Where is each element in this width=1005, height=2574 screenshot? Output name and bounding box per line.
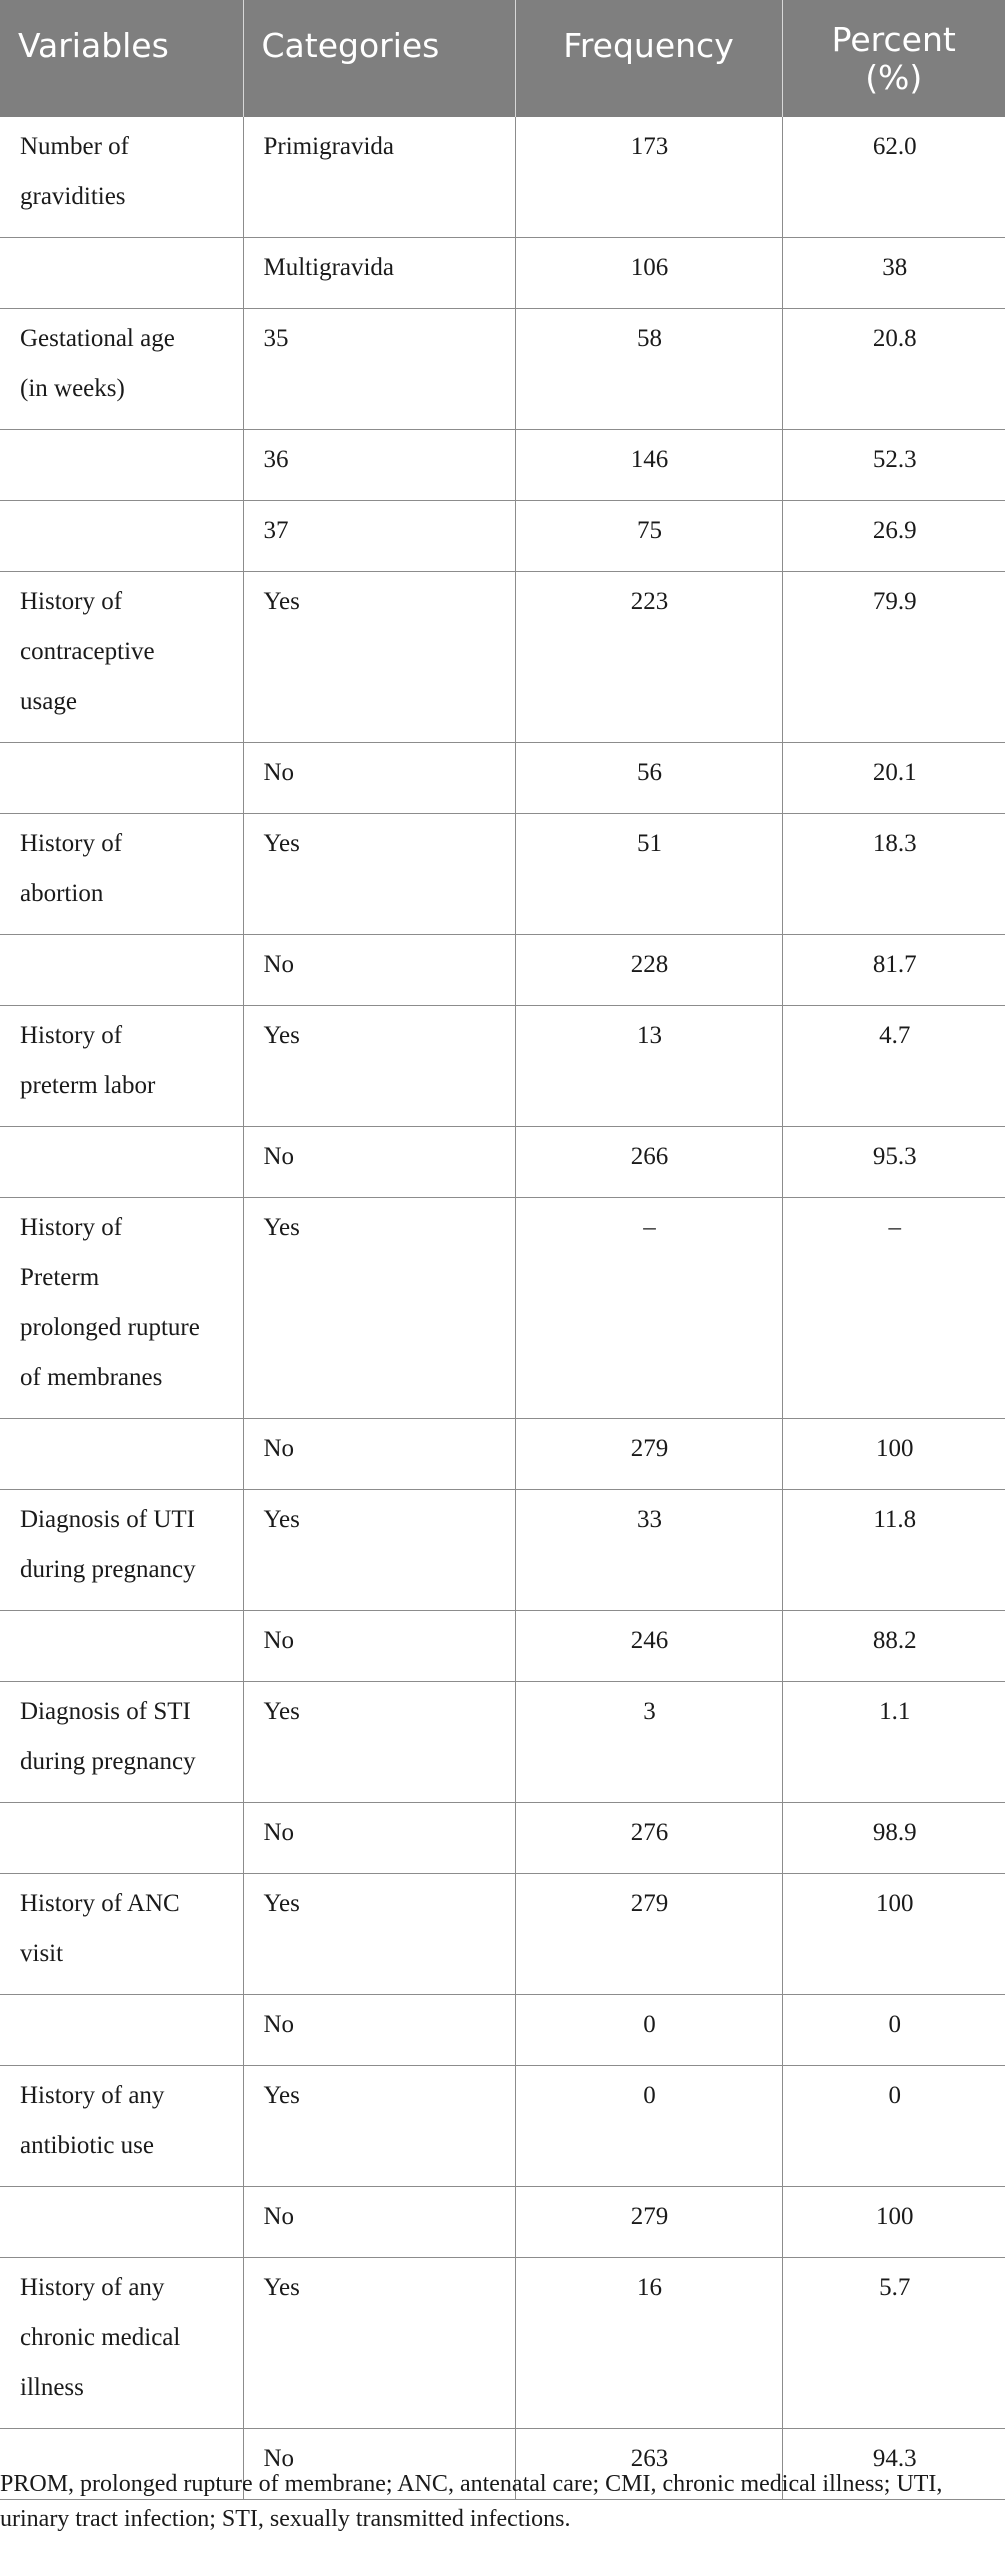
cell-percent: 38 bbox=[782, 238, 1005, 309]
table-row bbox=[0, 1995, 1005, 2066]
cell-frequency: 3 bbox=[515, 1682, 782, 1803]
cell-variable: History of ANC visit bbox=[0, 1874, 243, 1995]
header-categories: Categories bbox=[243, 0, 515, 117]
table-row bbox=[0, 238, 1005, 309]
cell-percent: – bbox=[782, 1198, 1005, 1419]
table-row bbox=[0, 1127, 1005, 1198]
cell-percent: 94.3 bbox=[782, 2429, 1005, 2500]
cell-category: No bbox=[243, 743, 515, 814]
cell-percent: 100 bbox=[782, 2187, 1005, 2258]
cell-percent: 98.9 bbox=[782, 1803, 1005, 1874]
cell-category: No bbox=[243, 1803, 515, 1874]
cell-category: Yes bbox=[243, 572, 515, 743]
cell-frequency: 16 bbox=[515, 2258, 782, 2429]
cell-category: No bbox=[243, 1611, 515, 1682]
header-percent: Percent (%) bbox=[782, 0, 1005, 117]
cell-variable bbox=[0, 1127, 243, 1198]
cell-category: No bbox=[243, 2187, 515, 2258]
header-row bbox=[0, 0, 1005, 117]
table-row bbox=[0, 743, 1005, 814]
cell-percent: 1.1 bbox=[782, 1682, 1005, 1803]
cell-percent: 95.3 bbox=[782, 1127, 1005, 1198]
cell-percent: 5.7 bbox=[782, 2258, 1005, 2429]
cell-variable bbox=[0, 501, 243, 572]
cell-frequency: 75 bbox=[515, 501, 782, 572]
table-row bbox=[0, 1419, 1005, 1490]
cell-variable: History of contraceptive usage bbox=[0, 572, 243, 743]
cell-category: Yes bbox=[243, 2066, 515, 2187]
cell-category: Primigravida bbox=[243, 117, 515, 238]
table-row bbox=[0, 814, 1005, 935]
cell-frequency: 13 bbox=[515, 1006, 782, 1127]
table-row bbox=[0, 1874, 1005, 1995]
table-row bbox=[0, 572, 1005, 743]
cell-category: Multigravida bbox=[243, 238, 515, 309]
cell-category: 37 bbox=[243, 501, 515, 572]
cell-frequency: – bbox=[515, 1198, 782, 1419]
cell-category: No bbox=[243, 935, 515, 1006]
table-row bbox=[0, 309, 1005, 430]
cell-variable: History of any antibiotic use bbox=[0, 2066, 243, 2187]
cell-category: 36 bbox=[243, 430, 515, 501]
cell-frequency: 279 bbox=[515, 2187, 782, 2258]
table-row bbox=[0, 1803, 1005, 1874]
cell-variable bbox=[0, 1611, 243, 1682]
cell-variable: Number of gravidities bbox=[0, 117, 243, 238]
cell-percent: 20.1 bbox=[782, 743, 1005, 814]
cell-percent: 20.8 bbox=[782, 309, 1005, 430]
cell-category: Yes bbox=[243, 1682, 515, 1803]
cell-frequency: 33 bbox=[515, 1490, 782, 1611]
header-variables: Variables bbox=[0, 0, 243, 117]
cell-frequency: 263 bbox=[515, 2429, 782, 2500]
table-footnote: PROM, prolonged rupture of membrane; ANC, antenatal care; CMI, chronic medical illness; UTI, urinary tract infection; STI, sexually transmitted infections. bbox=[0, 2471, 943, 2532]
table-row bbox=[0, 1198, 1005, 1419]
cell-variable bbox=[0, 238, 243, 309]
table-row bbox=[0, 935, 1005, 1006]
cell-variable: History of preterm labor bbox=[0, 1006, 243, 1127]
cell-variable bbox=[0, 2187, 243, 2258]
cell-category: Yes bbox=[243, 1874, 515, 1995]
table-row bbox=[0, 1490, 1005, 1611]
cell-frequency: 276 bbox=[515, 1803, 782, 1874]
cell-variable: History of Preterm prolonged rupture of membranes bbox=[0, 1198, 243, 1419]
cell-percent: 18.3 bbox=[782, 814, 1005, 935]
cell-percent: 4.7 bbox=[782, 1006, 1005, 1127]
cell-category: No bbox=[243, 1995, 515, 2066]
header-frequency: Frequency bbox=[515, 0, 782, 117]
cell-percent: 79.9 bbox=[782, 572, 1005, 743]
cell-variable: Diagnosis of UTI during pregnancy bbox=[0, 1490, 243, 1611]
cell-category: No bbox=[243, 1127, 515, 1198]
cell-variable: Diagnosis of STI during pregnancy bbox=[0, 1682, 243, 1803]
cell-variable bbox=[0, 1803, 243, 1874]
cell-frequency: 279 bbox=[515, 1874, 782, 1995]
cell-percent: 88.2 bbox=[782, 1611, 1005, 1682]
cell-frequency: 279 bbox=[515, 1419, 782, 1490]
cell-variable: History of any chronic medical illness bbox=[0, 2258, 243, 2429]
cell-category: Yes bbox=[243, 1198, 515, 1419]
cell-percent: 0 bbox=[782, 2066, 1005, 2187]
cell-frequency: 51 bbox=[515, 814, 782, 935]
cell-category: Yes bbox=[243, 814, 515, 935]
cell-frequency: 246 bbox=[515, 1611, 782, 1682]
table-body bbox=[0, 117, 1005, 2500]
cell-variable: History of abortion bbox=[0, 814, 243, 935]
table-row bbox=[0, 430, 1005, 501]
table-row bbox=[0, 2066, 1005, 2187]
cell-variable bbox=[0, 1419, 243, 1490]
cell-category: No bbox=[243, 1419, 515, 1490]
cell-percent: 62.0 bbox=[782, 117, 1005, 238]
cell-category: Yes bbox=[243, 2258, 515, 2429]
cell-frequency: 223 bbox=[515, 572, 782, 743]
cell-variable bbox=[0, 430, 243, 501]
table-row bbox=[0, 1006, 1005, 1127]
cell-variable bbox=[0, 1995, 243, 2066]
cell-category: Yes bbox=[243, 1490, 515, 1611]
cell-frequency: 0 bbox=[515, 1995, 782, 2066]
cell-percent: 100 bbox=[782, 1874, 1005, 1995]
cell-category: 35 bbox=[243, 309, 515, 430]
cell-category: Yes bbox=[243, 1006, 515, 1127]
cell-frequency: 0 bbox=[515, 2066, 782, 2187]
cell-percent: 26.9 bbox=[782, 501, 1005, 572]
cell-percent: 52.3 bbox=[782, 430, 1005, 501]
table-row bbox=[0, 117, 1005, 238]
cell-variable bbox=[0, 935, 243, 1006]
cell-variable bbox=[0, 743, 243, 814]
cell-category: No bbox=[243, 2429, 515, 2500]
cell-frequency: 173 bbox=[515, 117, 782, 238]
cell-frequency: 146 bbox=[515, 430, 782, 501]
cell-frequency: 56 bbox=[515, 743, 782, 814]
cell-percent: 100 bbox=[782, 1419, 1005, 1490]
cell-percent: 11.8 bbox=[782, 1490, 1005, 1611]
cell-frequency: 266 bbox=[515, 1127, 782, 1198]
table-row bbox=[0, 1682, 1005, 1803]
table-row bbox=[0, 1611, 1005, 1682]
table-row bbox=[0, 2187, 1005, 2258]
cell-frequency: 58 bbox=[515, 309, 782, 430]
table-header bbox=[0, 0, 1005, 117]
cell-frequency: 228 bbox=[515, 935, 782, 1006]
cell-percent: 81.7 bbox=[782, 935, 1005, 1006]
table-row bbox=[0, 2258, 1005, 2429]
cell-variable: Gestational age (in weeks) bbox=[0, 309, 243, 430]
table-row bbox=[0, 501, 1005, 572]
cell-frequency: 106 bbox=[515, 238, 782, 309]
cell-percent: 0 bbox=[782, 1995, 1005, 2066]
